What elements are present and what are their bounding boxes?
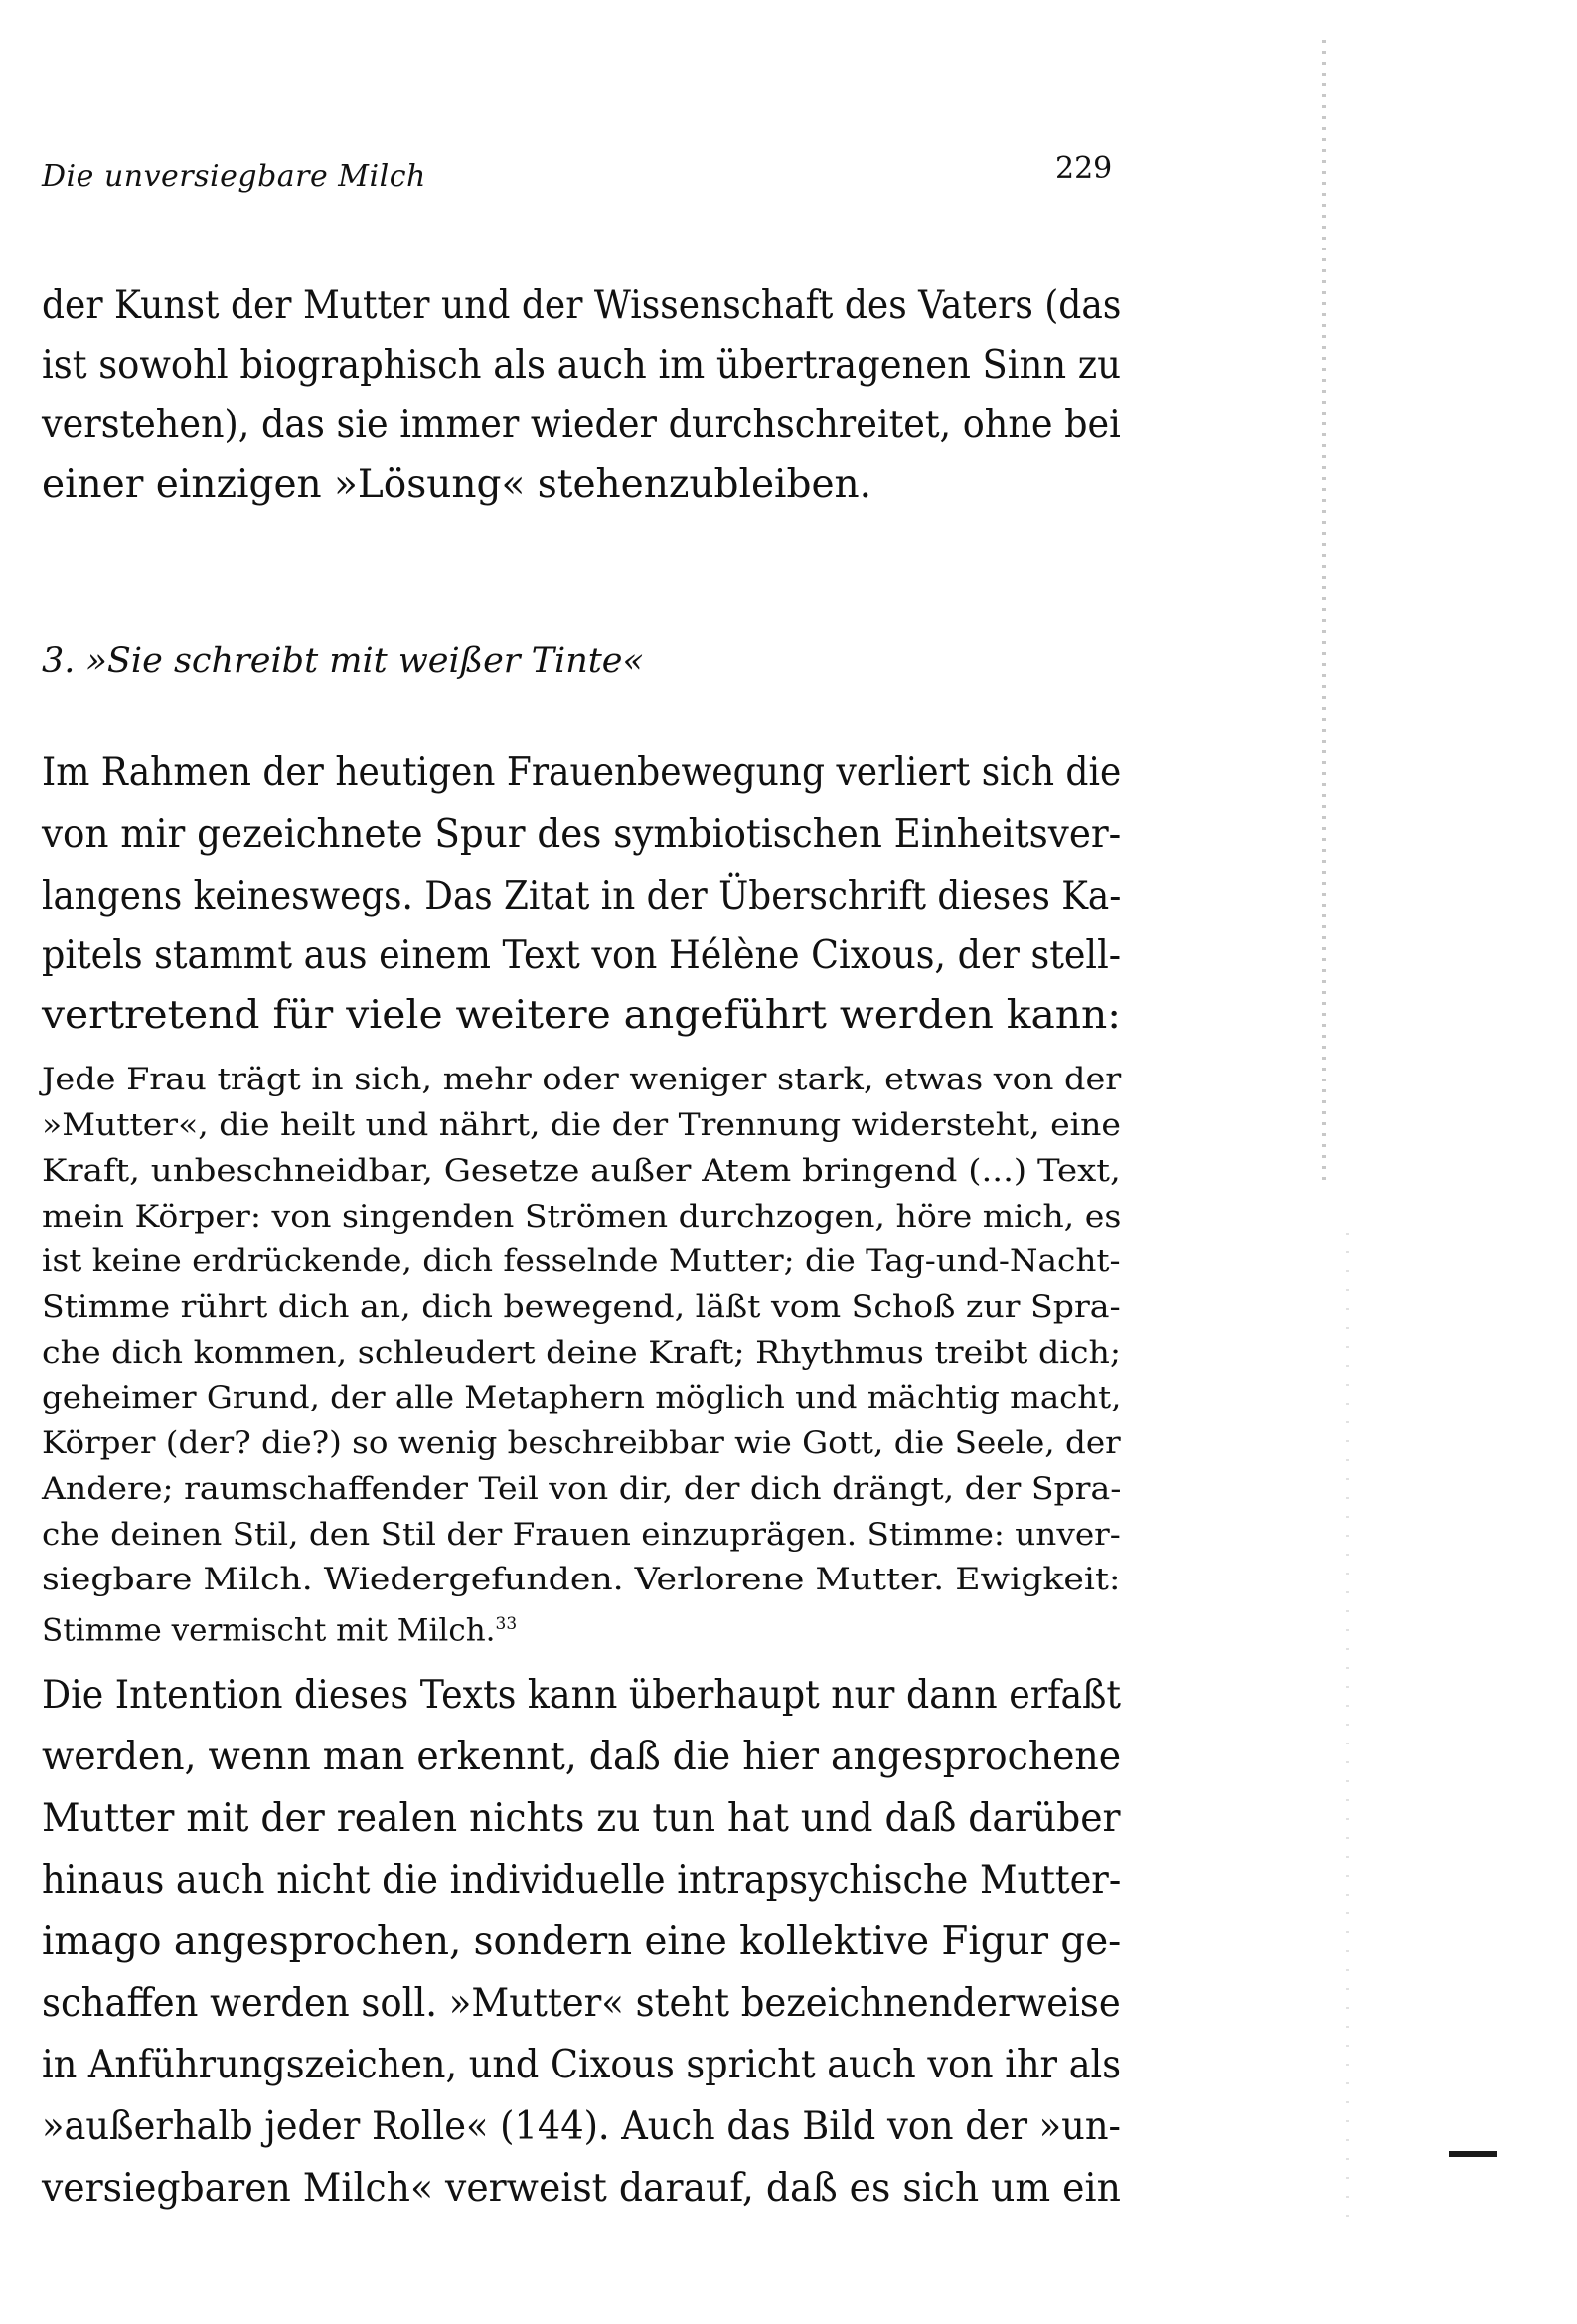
quote-line: Körper (der? die?) so wenig beschreibbar wie Gott, die Seele, der [42,1425,1121,1461]
section-heading: 3. »Sie schreibt mit weißer Tinte« [42,641,644,681]
paragraph-line: »außerhalb jeder Rolle« (144). Auch das Bild von der »un- [42,2104,1121,2149]
paragraph-line: langens keineswegs. Das Zitat in der Überschrift dieses Ka- [42,874,1122,918]
paragraph-line: der Kunst der Mutter und der Wissenschaft des Vaters (das [42,283,1122,328]
scan-edge-marks [1322,40,1326,1183]
paragraph-line: werden, wenn man erkennt, daß die hier angesprochene [42,1735,1122,1779]
footnote-marker: 33 [495,1614,518,1634]
paragraph-line: einer einzigen »Lösung« stehenzubleiben. [42,462,872,507]
paragraph-line: Die Intention dieses Texts kann überhaupt nur dann erfaßt [42,1673,1122,1718]
quote-last-text: Stimme vermischt mit Milch. [42,1612,496,1649]
quote-line: »Mutter«, die heilt und nährt, die der Trennung widersteht, eine [42,1107,1121,1143]
paragraph-line: schaffen werden soll. »Mutter« steht bezeichnenderweise [42,1981,1121,2026]
quote-line: che deinen Stil, den Stil der Frauen einzuprägen. Stimme: unver- [42,1517,1121,1553]
paragraph-line: Mutter mit der realen nichts zu tun hat und daß darüber [42,1796,1121,1841]
running-title: Die unversiegbare Milch [42,159,426,194]
paragraph-line: ist sowohl biographisch als auch im übertragenen Sinn zu [42,343,1121,388]
paragraph-line: imago angesprochen, sondern eine kollektive Figur ge- [42,1919,1122,1964]
quote-line: Andere; raumschaffender Teil von dir, der dich drängt, der Spra- [42,1471,1122,1507]
page-number: 229 [1055,151,1113,186]
paragraph-line: Im Rahmen der heutigen Frauenbewegung verliert sich die [42,750,1122,795]
paragraph-line: von mir gezeichnete Spur des symbiotischen Einheitsver- [42,812,1122,857]
paragraph-line: hinaus auch nicht die individuelle intrapsychische Mutter- [42,1858,1122,1903]
quote-line: Kraft, unbeschneidbar, Gesetze außer Atem bringend (...) Text, [42,1153,1121,1189]
quote-line: Jede Frau trägt in sich, mehr oder weniger stark, etwas von der [42,1062,1122,1097]
paragraph-line: versiegbaren Milch« verweist darauf, daß es sich um ein [42,2166,1121,2211]
quote-line: siegbare Milch. Wiedergefunden. Verlorene Mutter. Ewigkeit: [42,1562,1121,1597]
paragraph-line: pitels stammt aus einem Text von Hélène Cixous, der stell- [42,933,1122,978]
quote-line [42,1602,517,1652]
quote-line: ist keine erdrückende, dich fesselnde Mutter; die Tag-und-Nacht- [42,1244,1121,1279]
paragraph-line: in Anführungszeichen, und Cixous spricht auch von ihr als [42,2043,1122,2087]
paragraph-line: vertretend für viele weitere angeführt werden kann: [42,993,1122,1038]
quote-line: che dich kommen, schleudert deine Kraft; Rhythmus treibt dich; [42,1335,1122,1371]
quote-line: mein Körper: von singenden Strömen durchzogen, höre mich, es [42,1199,1122,1235]
quote-line: geheimer Grund, der alle Metaphern möglich und mächtig macht, [42,1380,1122,1415]
quote-line: Stimme rührt dich an, dich bewegend, läßt vom Schoß zur Spra- [42,1289,1121,1325]
margin-dash [1449,2151,1497,2157]
paragraph-line: verstehen), das sie immer wieder durchschreitet, ohne bei [42,403,1121,447]
scan-edge-marks-lower [1346,1233,1349,2227]
